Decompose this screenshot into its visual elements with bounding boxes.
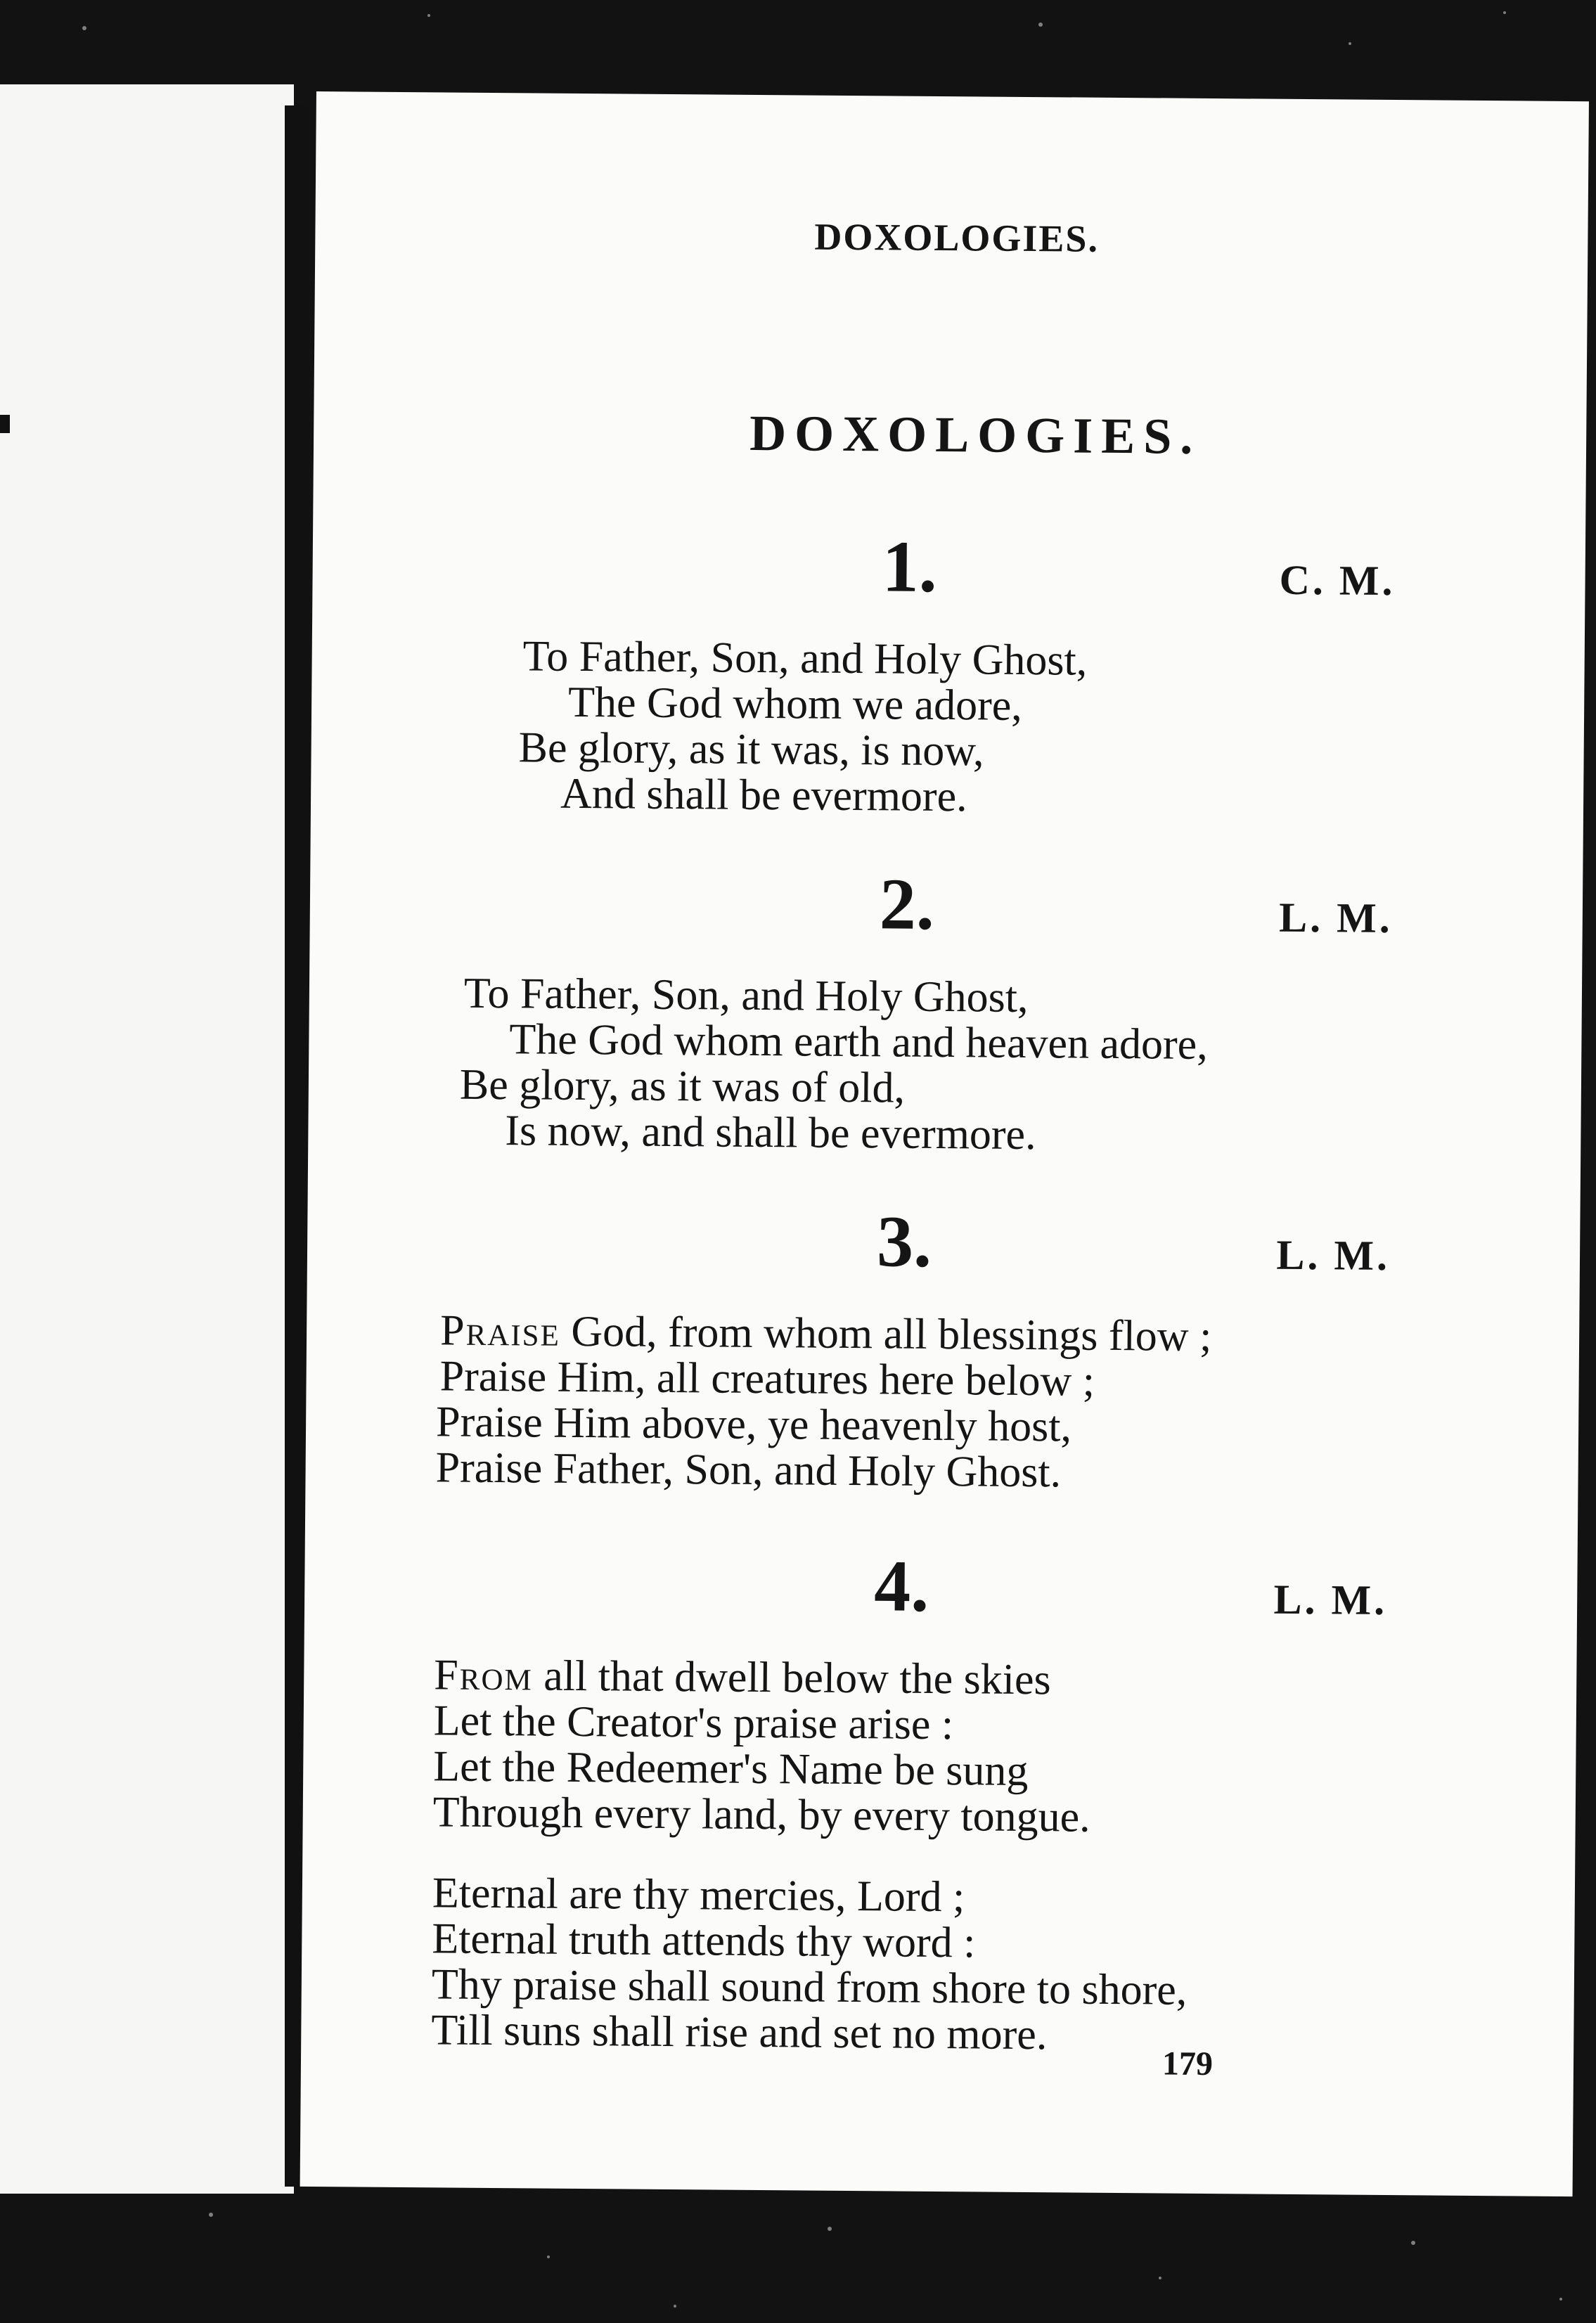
stanza [304,1651,1500,1841]
facing-page [0,84,294,2194]
doxology-2 [310,858,1583,1159]
verse-line [463,969,1029,1022]
verse-line [431,2008,1047,2057]
doxology-1 [313,520,1585,821]
verse-text: Praise Him, all creatures here below ; [439,1352,1095,1405]
verse-line [434,1651,1051,1704]
verse-text: Let the Creator's praise arise : [433,1697,954,1749]
verse-line [567,678,1023,730]
margin-mark [0,415,10,433]
verse-line [433,1697,954,1749]
verse-line [435,1443,1062,1497]
verse-text: The God whom we adore, [567,678,1023,730]
initial-word: From [434,1651,534,1700]
verse-line [432,1915,976,1967]
verse-line [435,1398,1072,1451]
verse-text: To Father, Son, and Holy Ghost, [522,632,1088,685]
verse-line [433,1790,1090,1839]
verse-line [459,1060,906,1112]
doxology-number: 1. [882,526,938,607]
meter-label: L. M. [1276,1231,1391,1280]
doxology-number: 3. [876,1201,932,1282]
page-content [300,91,1589,2196]
verse-line [522,632,1088,685]
section-title: DOXOLOGIES. [749,404,1202,465]
verse-text: And shall be evermore. [560,769,967,821]
stanza [312,632,1507,821]
doxology-4 [305,1540,1578,2059]
verse-line [518,723,984,776]
verse-text: Praise Him above, ye heavenly host, [435,1398,1072,1451]
verse-line [509,1017,1208,1067]
initial-word: Praise [439,1306,561,1356]
verse-text: The God whom earth and heaven adore, [509,1015,1208,1069]
stanza [309,969,1505,1159]
meter-label: L. M. [1278,894,1394,942]
verse-text: Praise Father, Son, and Holy Ghost. [435,1443,1062,1497]
verse-text: Eternal are thy mercies, Lord ; [432,1869,965,1922]
verse-line [439,1306,1212,1361]
verse-line [560,769,967,821]
verse-line [505,1109,1036,1157]
verse-text: Is now, and shall be evermore. [505,1107,1036,1159]
doxology-number: 2. [879,863,935,945]
page-number: 179 [1161,2045,1214,2083]
verse-text: Till suns shall rise and set no more. [431,2006,1048,2059]
doxology-number: 4. [873,1545,929,1627]
doxology-3 [308,1195,1581,1497]
running-head: DOXOLOGIES. [814,215,1100,260]
verse-text: To Father, Son, and Holy Ghost, [463,969,1029,1022]
verse-text: all that dwell below the skies [532,1652,1051,1704]
verse-line [432,1962,1188,2012]
stanza [307,1306,1502,1497]
meter-label: C. M. [1279,556,1396,605]
book-page [300,91,1589,2196]
verse-text: Be glory, as it was, is now, [518,723,984,776]
verse-text: God, from whom all blessings flow ; [560,1307,1212,1361]
verse-line [432,1869,965,1922]
verse-text: Thy praise shall sound from shore to shore, [431,1960,1188,2014]
verse-text: Be glory, as it was of old, [459,1060,906,1112]
meter-label: L. M. [1273,1576,1388,1624]
verse-text: Eternal truth attends thy word : [432,1915,976,1967]
verse-line [433,1742,1029,1796]
verse-line [439,1354,1095,1403]
verse-text: Through every land, by every tongue. [432,1788,1090,1841]
verse-text: Let the Redeemer's Name be sung [433,1742,1029,1796]
stanza [302,1869,1498,2059]
